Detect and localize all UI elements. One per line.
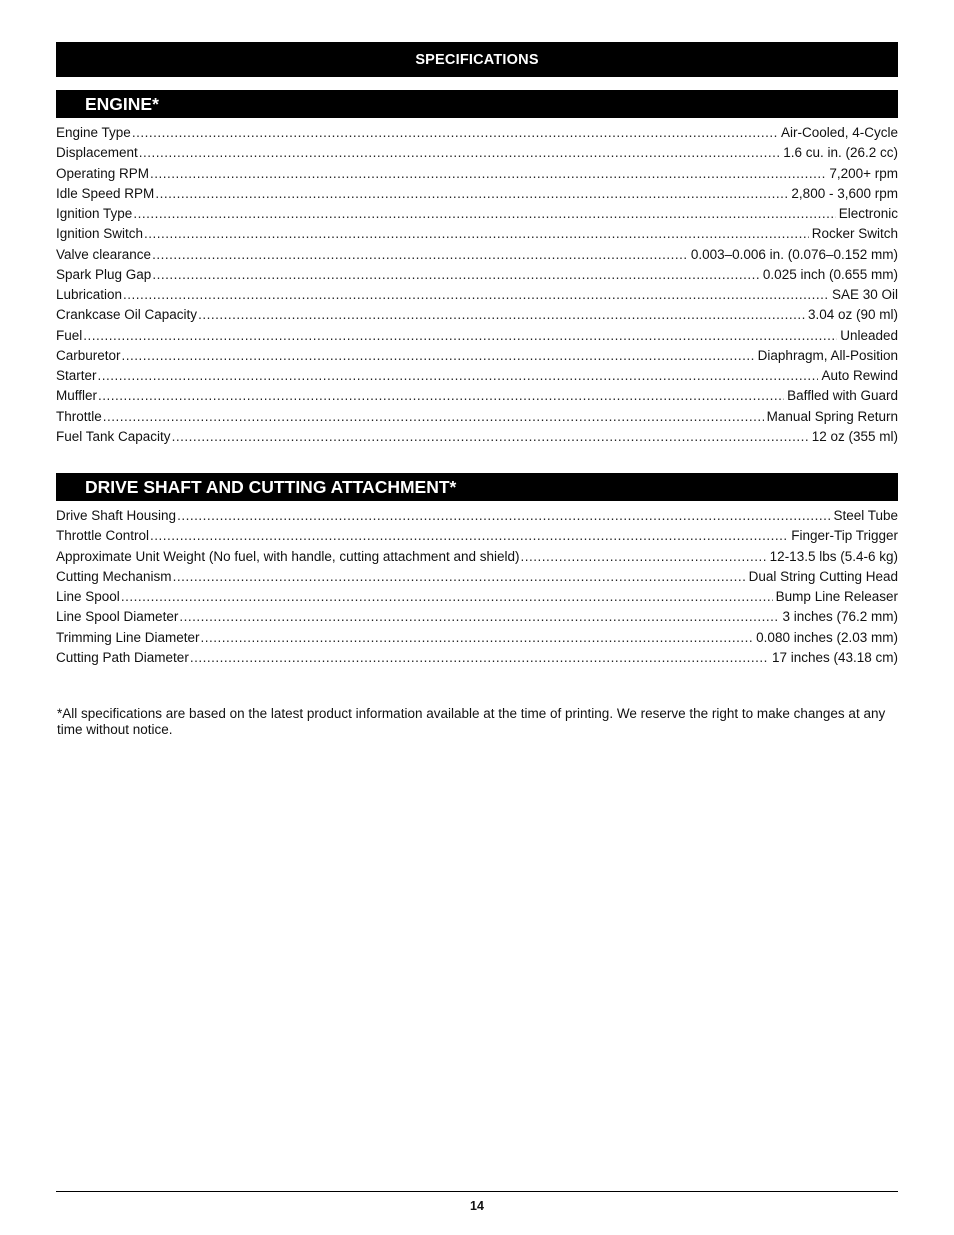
dot-leader [152,265,760,285]
spec-row [56,346,898,366]
spec-row [56,143,898,163]
dot-leader [121,587,773,607]
spec-label: Line Spool [56,589,120,604]
spec-row [56,607,898,627]
spec-row [56,204,898,224]
spec-value: Air-Cooled, 4-Cycle [780,125,898,140]
spec-value: 2,800 - 3,600 rpm [791,185,898,201]
spec-value: Auto Rewind [821,368,898,383]
spec-row [56,305,898,325]
spec-row [56,184,898,204]
spec-row [56,407,898,427]
spec-value: 3.04 oz (90 ml) [807,307,898,323]
dot-leader [179,607,779,627]
spec-label: Throttle Control [56,528,150,544]
dot-leader [103,407,764,427]
engine-heading-text: ENGINE* [85,93,159,114]
spec-value: Rocker Switch [811,226,898,242]
page-number: 14 [470,1199,484,1213]
spec-label: Line Spool Diameter [56,609,179,625]
spec-label: Drive Shaft Housing [56,508,177,523]
dot-leader [122,346,755,366]
spec-value: 0.025 inch (0.655 mm) [762,266,898,282]
spec-value: 0.003–0.006 in. (0.076–0.152 mm) [690,246,898,262]
spec-row [56,285,898,305]
spec-row [56,506,898,526]
spec-label: Cutting Mechanism [56,568,172,584]
spec-value: Diaphragm, All-Position [757,347,898,363]
spec-row [56,427,898,447]
dot-leader [177,506,830,526]
spec-label: Lubrication [56,287,123,302]
spec-label: Operating RPM [56,165,150,181]
spec-value: Manual Spring Return [766,408,898,424]
spec-value: Steel Tube [833,508,898,523]
spec-label: Ignition Switch [56,226,144,242]
spec-row [56,123,898,143]
spec-row [56,164,898,184]
spec-value: Finger-Tip Trigger [791,528,898,544]
spec-label: Displacement [56,145,138,161]
spec-value: 7,200+ rpm [829,165,898,181]
page-title-banner [56,42,898,77]
spec-value: 17 inches (43.18 cm) [771,649,898,665]
footer-divider [56,1191,898,1192]
spec-row [56,326,898,346]
spec-value: 12-13.5 lbs (5.4-6 kg) [769,548,898,564]
dot-leader [144,224,809,244]
spec-value: 1.6 cu. in. (26.2 cc) [783,145,898,161]
drive-shaft-heading-text: DRIVE SHAFT AND CUTTING ATTACHMENT* [85,476,457,497]
spec-value: Unleaded [840,327,898,343]
spec-value: Electronic [838,206,898,221]
spec-row [56,526,898,546]
spec-row [56,628,898,648]
dot-leader [152,245,688,265]
dot-leader [83,326,837,346]
spec-row [56,547,898,567]
spec-value: 12 oz (355 ml) [811,428,898,444]
spec-label: Engine Type [56,125,131,140]
spec-label: Valve clearance [56,246,152,262]
spec-label: Trimming Line Diameter [56,629,200,645]
drive-shaft-spec-list [56,506,898,668]
dot-leader [133,204,835,224]
dot-leader [123,285,829,305]
spec-row [56,587,898,607]
dot-leader [155,184,788,204]
spec-label: Fuel Tank Capacity [56,428,171,444]
engine-spec-list [56,123,898,447]
spec-label: Throttle [56,408,102,424]
spec-label: Approximate Unit Weight (No fuel, with handle, cutting attachment and shield) [56,548,520,564]
spec-value: Baffled with Guard [787,388,898,404]
drive-shaft-section-heading [56,473,898,501]
spec-value: 0.080 inches (2.03 mm) [756,629,898,645]
dot-leader [521,547,767,567]
dot-leader [150,526,788,546]
spec-label: Ignition Type [56,206,133,221]
spec-label: Idle Speed RPM [56,185,155,201]
spec-row [56,245,898,265]
dot-leader [201,628,754,648]
spec-label: Spark Plug Gap [56,266,152,282]
dot-leader [139,143,780,163]
spec-value: Dual String Cutting Head [748,568,898,584]
dot-leader [98,386,784,406]
spec-label: Starter [56,368,97,383]
spec-row [56,567,898,587]
dot-leader [198,305,805,325]
specifications-footnote: *All specifications are based on the latest product information available at the time of printing. We reserve the right to make changes at any time without notice. [57,706,886,737]
dot-leader [172,427,809,447]
spec-label: Crankcase Oil Capacity [56,307,198,323]
dot-leader [190,648,769,668]
page-title: SPECIFICATIONS [415,51,539,68]
spec-row [56,366,898,386]
dot-leader [173,567,746,587]
spec-value: Bump Line Releaser [775,589,898,604]
spec-row [56,265,898,285]
spec-label: Muffler [56,388,98,404]
engine-section-heading [56,90,898,118]
spec-value: 3 inches (76.2 mm) [782,609,898,625]
spec-value: SAE 30 Oil [831,287,898,302]
spec-row [56,386,898,406]
dot-leader [98,366,819,386]
spec-label: Carburetor [56,347,121,363]
spec-row [56,224,898,244]
dot-leader [150,164,826,184]
spec-row [56,648,898,668]
spec-label: Cutting Path Diameter [56,649,189,665]
dot-leader [132,123,778,143]
spec-label: Fuel [56,327,83,343]
